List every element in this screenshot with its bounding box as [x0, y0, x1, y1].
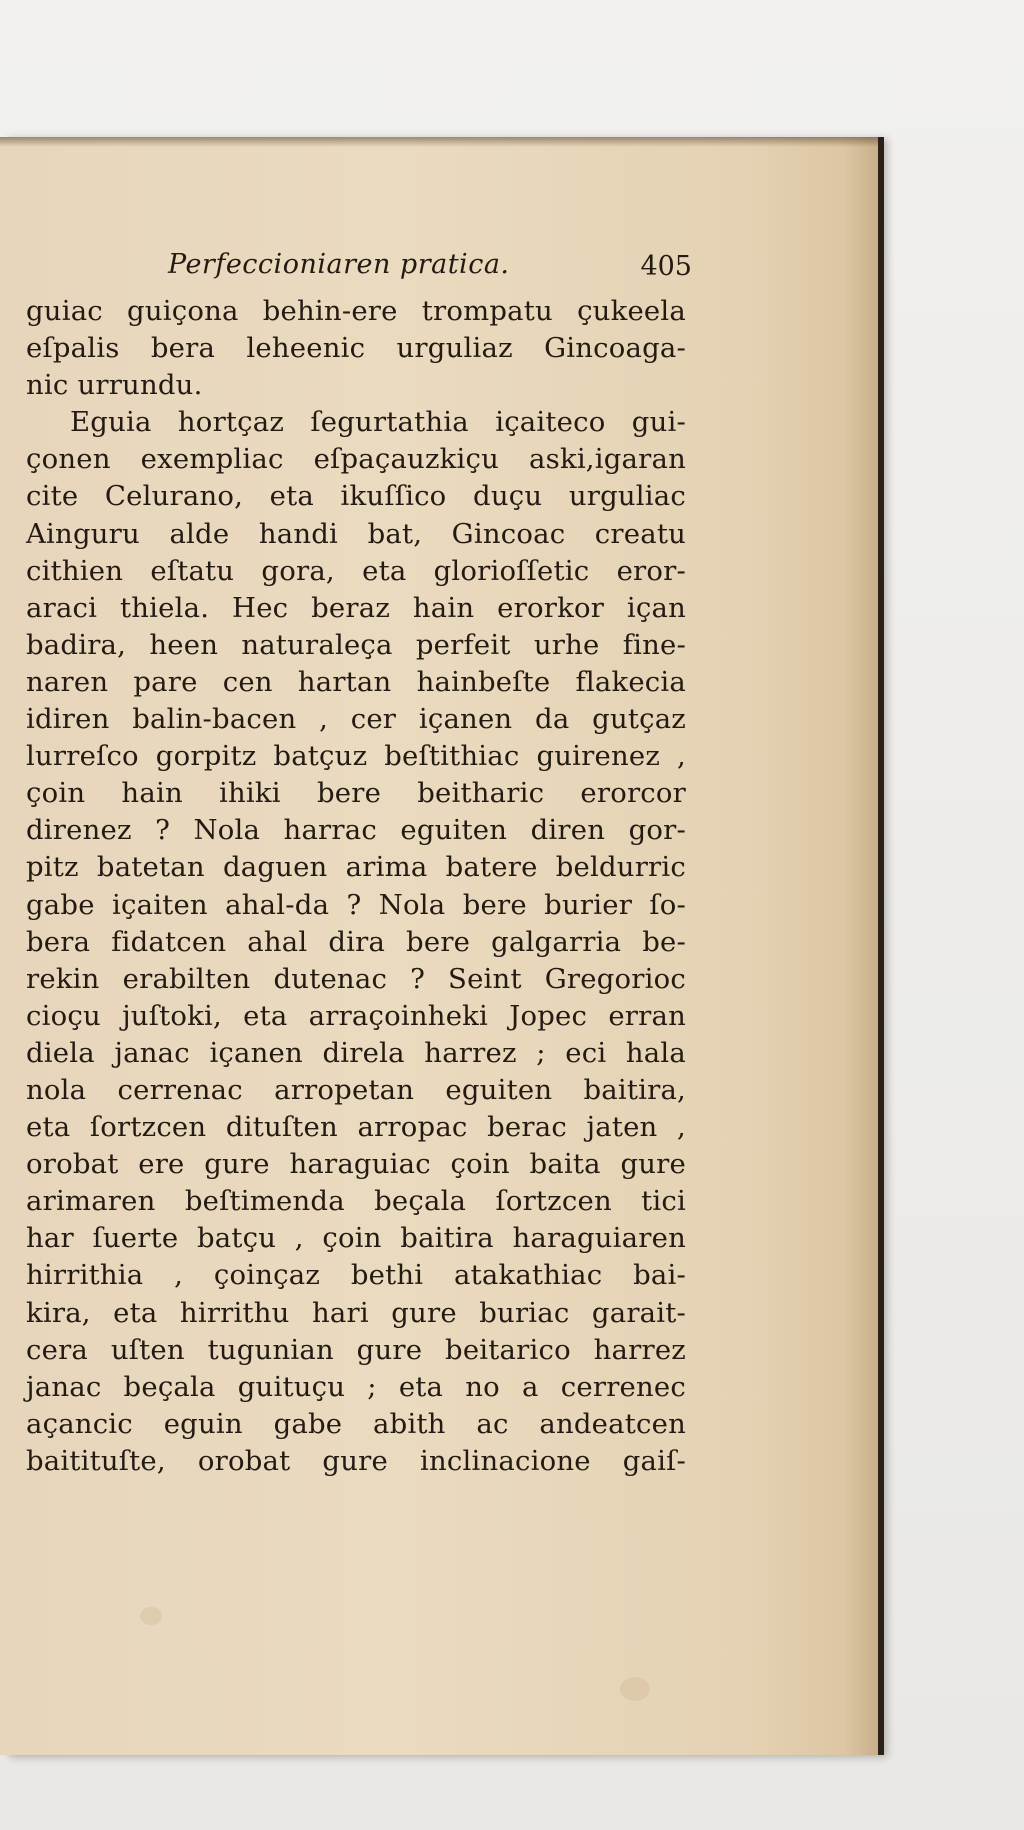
text-line: çoin hain ihiki bere beitharic erorcor [26, 777, 686, 810]
page-number: 405 [640, 251, 692, 282]
text-line: cite Celurano, eta ikuſſico duçu urguliac [26, 480, 686, 513]
text-line: cioçu juſtoki, eta arraçoinheki Jopec erran [26, 999, 686, 1032]
text-line: idiren balin-bacen , cer içanen da gutçaz [26, 703, 686, 736]
text-line: gabe içaiten ahal-da ? Nola bere burier ſo- [26, 888, 686, 921]
text-line: nola cerrenac arropetan eguiten baitira, [26, 1073, 686, 1106]
text-line: açancic eguin gabe abith ac andeatcen [26, 1407, 686, 1440]
text-line: direnez ? Nola harrac eguiten diren gor- [26, 814, 686, 847]
text-line: diela janac içanen direla harrez ; eci hala [26, 1036, 686, 1069]
running-title: Perfeccioniaren pratica. [168, 249, 510, 280]
text-line: Eguia hortçaz ſegurtathia içaiteco gui- [70, 406, 686, 439]
paper-spot [620, 1677, 650, 1701]
text-line: naren pare cen hartan hainbeſte flakecia [26, 665, 686, 698]
text-line: cera uſten tugunian gure beitarico harrez [26, 1333, 686, 1366]
text-line: cithien eſtatu gora, eta glorioſſetic eror- [26, 554, 686, 587]
paper-spot [140, 1607, 162, 1625]
page-top-edge [0, 137, 878, 147]
text-line: rekin erabilten dutenac ? Seint Gregorioc [26, 962, 686, 995]
text-line: bera fidatcen ahal dira bere galgarria be- [26, 925, 686, 958]
text-line: nic urrundu. [26, 369, 203, 402]
book-page [0, 137, 878, 1755]
page-fore-edge [844, 137, 878, 1755]
text-line: badira, heen naturaleça perfeit urhe fine- [26, 628, 686, 661]
text-block [26, 249, 692, 1480]
text-line: orobat ere gure haraguiac çoin baita gure [26, 1148, 686, 1181]
text-line: çonen exempliac eſpaçauzkiçu aski,igaran [26, 443, 686, 476]
text-line: guiac guiçona behin-ere trompatu çukeela [26, 295, 686, 327]
text-line: eſpalis bera leheenic urguliaz Gincoaga- [26, 332, 686, 365]
text-line: Ainguru alde handi bat, Gincoac creatu [26, 517, 686, 550]
text-line: arimaren beſtimenda beçala ſortzcen tici [26, 1185, 686, 1218]
text-line: eta ſortzcen dituſten arropac berac jaten , [26, 1111, 686, 1144]
text-line: pitz batetan daguen arima batere beldurric [26, 851, 686, 884]
text-line: araci thiela. Hec beraz hain erorkor içan [26, 591, 686, 624]
text-line: lurreſco gorpitz batçuz beſtithiac guirenez , [26, 740, 686, 773]
page-header [26, 249, 692, 293]
text-line: kira, eta hirrithu hari gure buriac garait- [26, 1296, 686, 1329]
text-line: hirrithia , çoinçaz bethi atakathiac bai- [26, 1259, 686, 1292]
text-line: janac beçala guituçu ; eta no a cerrenec [26, 1370, 686, 1403]
text-line: baitituſte, orobat gure inclinacione gaiſ- [26, 1444, 686, 1477]
text-line: har ſuerte batçu , çoin baitira haraguiaren [26, 1222, 686, 1255]
body-text [26, 293, 686, 1480]
